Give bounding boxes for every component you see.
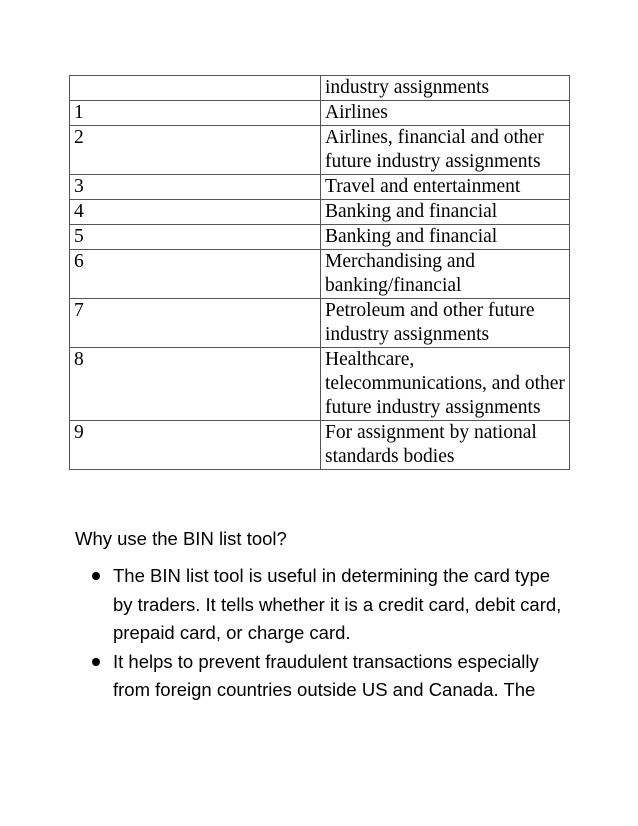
digit-cell: 2: [70, 126, 321, 175]
industry-cell: Travel and entertainment: [321, 175, 570, 200]
digit-cell: 5: [70, 225, 321, 250]
list-item-text: The BIN list tool is useful in determining the card type by traders. It tells whether it is a credit card, debit card, prepaid card, or charge card.: [113, 565, 562, 643]
table-row: [70, 299, 570, 348]
digit-cell: 9: [70, 421, 321, 470]
industry-cell: Merchandising and banking/financial: [321, 250, 570, 299]
bullet-icon: [92, 658, 100, 666]
industry-cell: Petroleum and other future industry assignments: [321, 299, 570, 348]
industry-cell: industry assignments: [321, 76, 570, 101]
section-heading: Why use the BIN list tool?: [75, 528, 287, 549]
table-row: [70, 225, 570, 250]
digit-cell: [70, 76, 321, 101]
table-row: [70, 200, 570, 225]
industry-cell: Airlines, financial and other future industry assignments: [321, 126, 570, 175]
industry-cell: Banking and financial: [321, 200, 570, 225]
list-item-text: It helps to prevent fraudulent transactions especially from foreign countries outside US and Canada. The: [113, 650, 539, 700]
list-item: [92, 648, 572, 705]
digit-cell: 4: [70, 200, 321, 225]
bullet-list: [92, 562, 572, 705]
table-row: [70, 348, 570, 421]
industry-cell: Airlines: [321, 101, 570, 126]
table-row: [70, 101, 570, 126]
industry-cell: Healthcare, telecommunications, and other future industry assignments: [321, 348, 570, 421]
bullet-icon: [92, 572, 100, 580]
digit-cell: 3: [70, 175, 321, 200]
digit-cell: 6: [70, 250, 321, 299]
table-row: [70, 175, 570, 200]
digit-cell: 8: [70, 348, 321, 421]
digit-cell: 1: [70, 101, 321, 126]
list-item: [92, 562, 572, 648]
industry-cell: Banking and financial: [321, 225, 570, 250]
table-row: [70, 126, 570, 175]
table-row: [70, 250, 570, 299]
industry-table: [69, 75, 570, 470]
table-row: [70, 76, 570, 101]
industry-cell: For assignment by national standards bodies: [321, 421, 570, 470]
digit-cell: 7: [70, 299, 321, 348]
table-row: [70, 421, 570, 470]
